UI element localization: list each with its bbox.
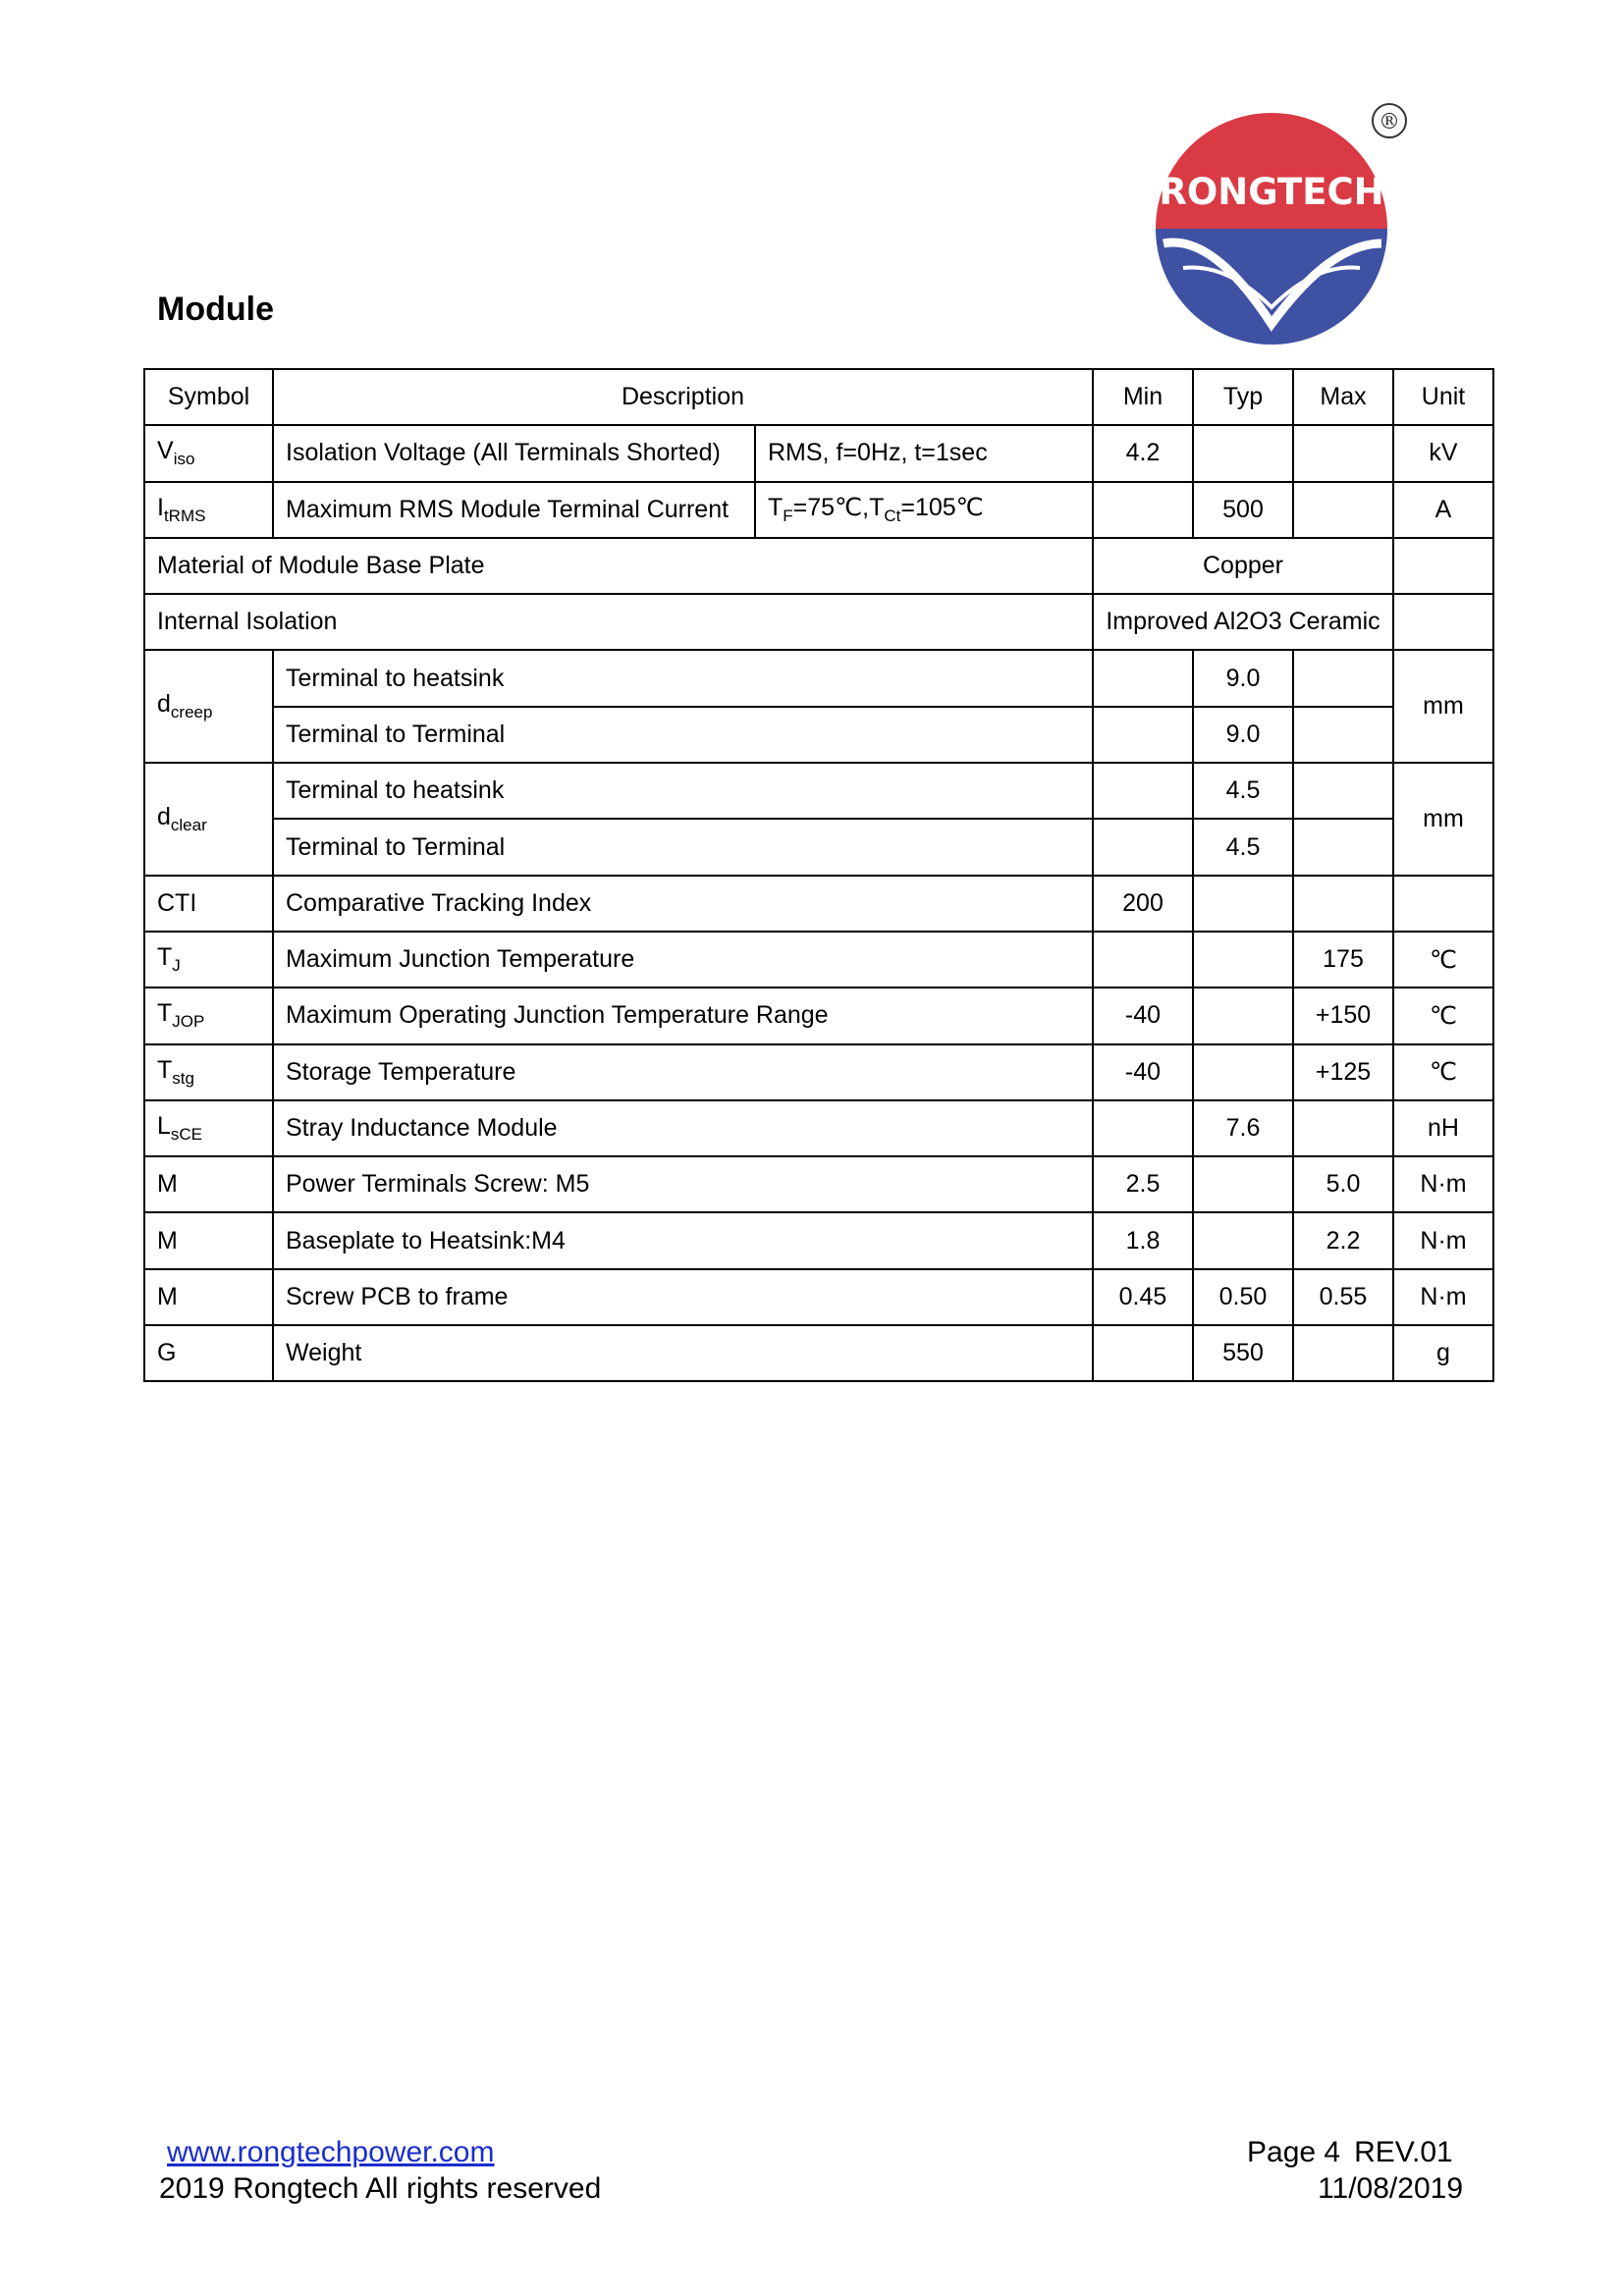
symbol-cell: $T_{stg}$ [144, 1044, 273, 1100]
page-number: Page 4 [1247, 2136, 1341, 2168]
typ-cell [1193, 1212, 1293, 1268]
unit-cell: N·m [1393, 1156, 1493, 1212]
section-title: Module [157, 291, 274, 328]
symbol-cell: CTI [144, 876, 273, 932]
rongtech-logo-icon [1154, 96, 1419, 361]
min-cell: 200 [1093, 876, 1193, 932]
unit-cell: mm [1393, 763, 1493, 876]
table-row-tstg [144, 1044, 1493, 1100]
max-cell: +125 [1293, 1044, 1393, 1100]
value-cell: Improved Al2O3 Ceramic [1093, 594, 1393, 650]
table-row-m-power-terminals [144, 1156, 1493, 1212]
min-cell: 1.8 [1093, 1212, 1193, 1268]
description-cell: Baseplate to Heatsink:M4 [273, 1212, 1093, 1268]
condition-cell: RMS, f=0Hz, t=1sec [755, 425, 1093, 481]
header-min: Min [1093, 369, 1193, 425]
typ-cell: 9.0 [1193, 707, 1293, 763]
header-description: Description [273, 369, 1093, 425]
description-cell: Comparative Tracking Index [273, 876, 1093, 932]
min-cell: -40 [1093, 1044, 1193, 1100]
table-row-dcreep-2 [144, 707, 1493, 763]
module-spec-table [143, 368, 1494, 1382]
unit-cell [1393, 876, 1493, 932]
table-row-weight [144, 1325, 1493, 1381]
typ-cell: 4.5 [1193, 763, 1293, 819]
unit-cell: kV [1393, 425, 1493, 481]
description-cell: Terminal to heatsink [273, 650, 1093, 706]
unit-cell: mm [1393, 650, 1493, 763]
description-cell: Terminal to Terminal [273, 707, 1093, 763]
min-cell: 2.5 [1093, 1156, 1193, 1212]
description-cell: Maximum RMS Module Terminal Current [273, 482, 755, 538]
max-cell: 2.2 [1293, 1212, 1393, 1268]
unit-cell [1393, 594, 1493, 650]
min-cell [1093, 650, 1193, 706]
unit-cell [1393, 538, 1493, 594]
table-row-base-plate [144, 538, 1493, 594]
description-cell: Screw PCB to frame [273, 1269, 1093, 1325]
typ-cell [1193, 988, 1293, 1043]
max-cell: 175 [1293, 932, 1393, 988]
table-row-cti [144, 876, 1493, 932]
table-row-dclear-1 [144, 763, 1493, 819]
table-row-m-baseplate [144, 1212, 1493, 1268]
description-cell: Maximum Operating Junction Temperature Range [273, 988, 1093, 1043]
typ-cell: 500 [1193, 482, 1293, 538]
max-cell [1293, 650, 1393, 706]
max-cell [1293, 763, 1393, 819]
page-info [1247, 2136, 1453, 2169]
unit-cell: N·m [1393, 1269, 1493, 1325]
unit-cell: g [1393, 1325, 1493, 1381]
max-cell: 0.55 [1293, 1269, 1393, 1325]
revision: REV.01 [1354, 2136, 1453, 2168]
max-cell [1293, 482, 1393, 538]
table-row-isolation [144, 594, 1493, 650]
min-cell [1093, 482, 1193, 538]
min-cell [1093, 763, 1193, 819]
logo-brand-text: RONGTECH [1159, 171, 1384, 213]
unit-cell: N·m [1393, 1212, 1493, 1268]
description-cell: Power Terminals Screw: M5 [273, 1156, 1093, 1212]
description-cell: Stray Inductance Module [273, 1100, 1093, 1156]
max-cell: 5.0 [1293, 1156, 1393, 1212]
symbol-cell: $d_{clear}$ [144, 763, 273, 876]
typ-cell [1193, 425, 1293, 481]
copyright-text: 2019 Rongtech All rights reserved [159, 2172, 602, 2205]
max-cell [1293, 819, 1393, 875]
min-cell [1093, 1100, 1193, 1156]
website-link[interactable]: www.rongtechpower.com [167, 2136, 495, 2168]
description-cell: Terminal to Terminal [273, 819, 1093, 875]
symbol-cell: $I_{tRMS}$ [144, 482, 273, 538]
table-row-dcreep-1 [144, 650, 1493, 706]
unit-cell: ℃ [1393, 932, 1493, 988]
max-cell [1293, 1100, 1393, 1156]
min-cell: -40 [1093, 988, 1193, 1043]
symbol-cell: M [144, 1156, 273, 1212]
max-cell [1293, 876, 1393, 932]
min-cell [1093, 819, 1193, 875]
symbol-cell: M [144, 1269, 273, 1325]
description-cell: Storage Temperature [273, 1044, 1093, 1100]
typ-cell: 4.5 [1193, 819, 1293, 875]
max-cell [1293, 1325, 1393, 1381]
unit-cell: ℃ [1393, 988, 1493, 1043]
table-row-viso [144, 425, 1493, 481]
max-cell: +150 [1293, 988, 1393, 1043]
min-cell [1093, 932, 1193, 988]
max-cell [1293, 707, 1393, 763]
symbol-cell: $V_{iso}$ [144, 425, 273, 481]
company-logo [1154, 96, 1419, 361]
document-date: 11/08/2019 [1318, 2172, 1463, 2205]
typ-cell [1193, 1044, 1293, 1100]
table-row-tjop [144, 988, 1493, 1043]
unit-cell: A [1393, 482, 1493, 538]
typ-cell: 550 [1193, 1325, 1293, 1381]
description-cell: Material of Module Base Plate [144, 538, 1093, 594]
table-row-lsce [144, 1100, 1493, 1156]
symbol-cell: $T_{JOP}$ [144, 988, 273, 1043]
description-cell: Internal Isolation [144, 594, 1093, 650]
typ-cell: 9.0 [1193, 650, 1293, 706]
min-cell: 0.45 [1093, 1269, 1193, 1325]
description-cell: Terminal to heatsink [273, 763, 1093, 819]
description-cell: Maximum Junction Temperature [273, 932, 1093, 988]
typ-cell [1193, 1156, 1293, 1212]
symbol-cell: $d_{creep}$ [144, 650, 273, 763]
registered-mark: ® [1379, 110, 1400, 134]
description-cell: Isolation Voltage (All Terminals Shorted) [273, 425, 755, 481]
typ-cell [1193, 876, 1293, 932]
value-cell: Copper [1093, 538, 1393, 594]
table-row-dclear-2 [144, 819, 1493, 875]
header-typ: Typ [1193, 369, 1293, 425]
typ-cell: 0.50 [1193, 1269, 1293, 1325]
table-row-m-pcb [144, 1269, 1493, 1325]
min-cell [1093, 1325, 1193, 1381]
condition-cell: $T_F=75℃,T_{Ct}=105℃$ [755, 482, 1093, 538]
header-unit: Unit [1393, 369, 1493, 425]
header-symbol: Symbol [144, 369, 273, 425]
unit-cell: nH [1393, 1100, 1493, 1156]
symbol-cell: $T_J$ [144, 932, 273, 988]
table-header-row [144, 369, 1493, 425]
unit-cell: ℃ [1393, 1044, 1493, 1100]
symbol-cell: G [144, 1325, 273, 1381]
max-cell [1293, 425, 1393, 481]
min-cell [1093, 707, 1193, 763]
typ-cell: 7.6 [1193, 1100, 1293, 1156]
table-row-itrms [144, 482, 1493, 538]
min-cell: 4.2 [1093, 425, 1193, 481]
symbol-cell: $L_{sCE}$ [144, 1100, 273, 1156]
description-cell: Weight [273, 1325, 1093, 1381]
typ-cell [1193, 932, 1293, 988]
symbol-cell: M [144, 1212, 273, 1268]
table-row-tj [144, 932, 1493, 988]
header-max: Max [1293, 369, 1393, 425]
